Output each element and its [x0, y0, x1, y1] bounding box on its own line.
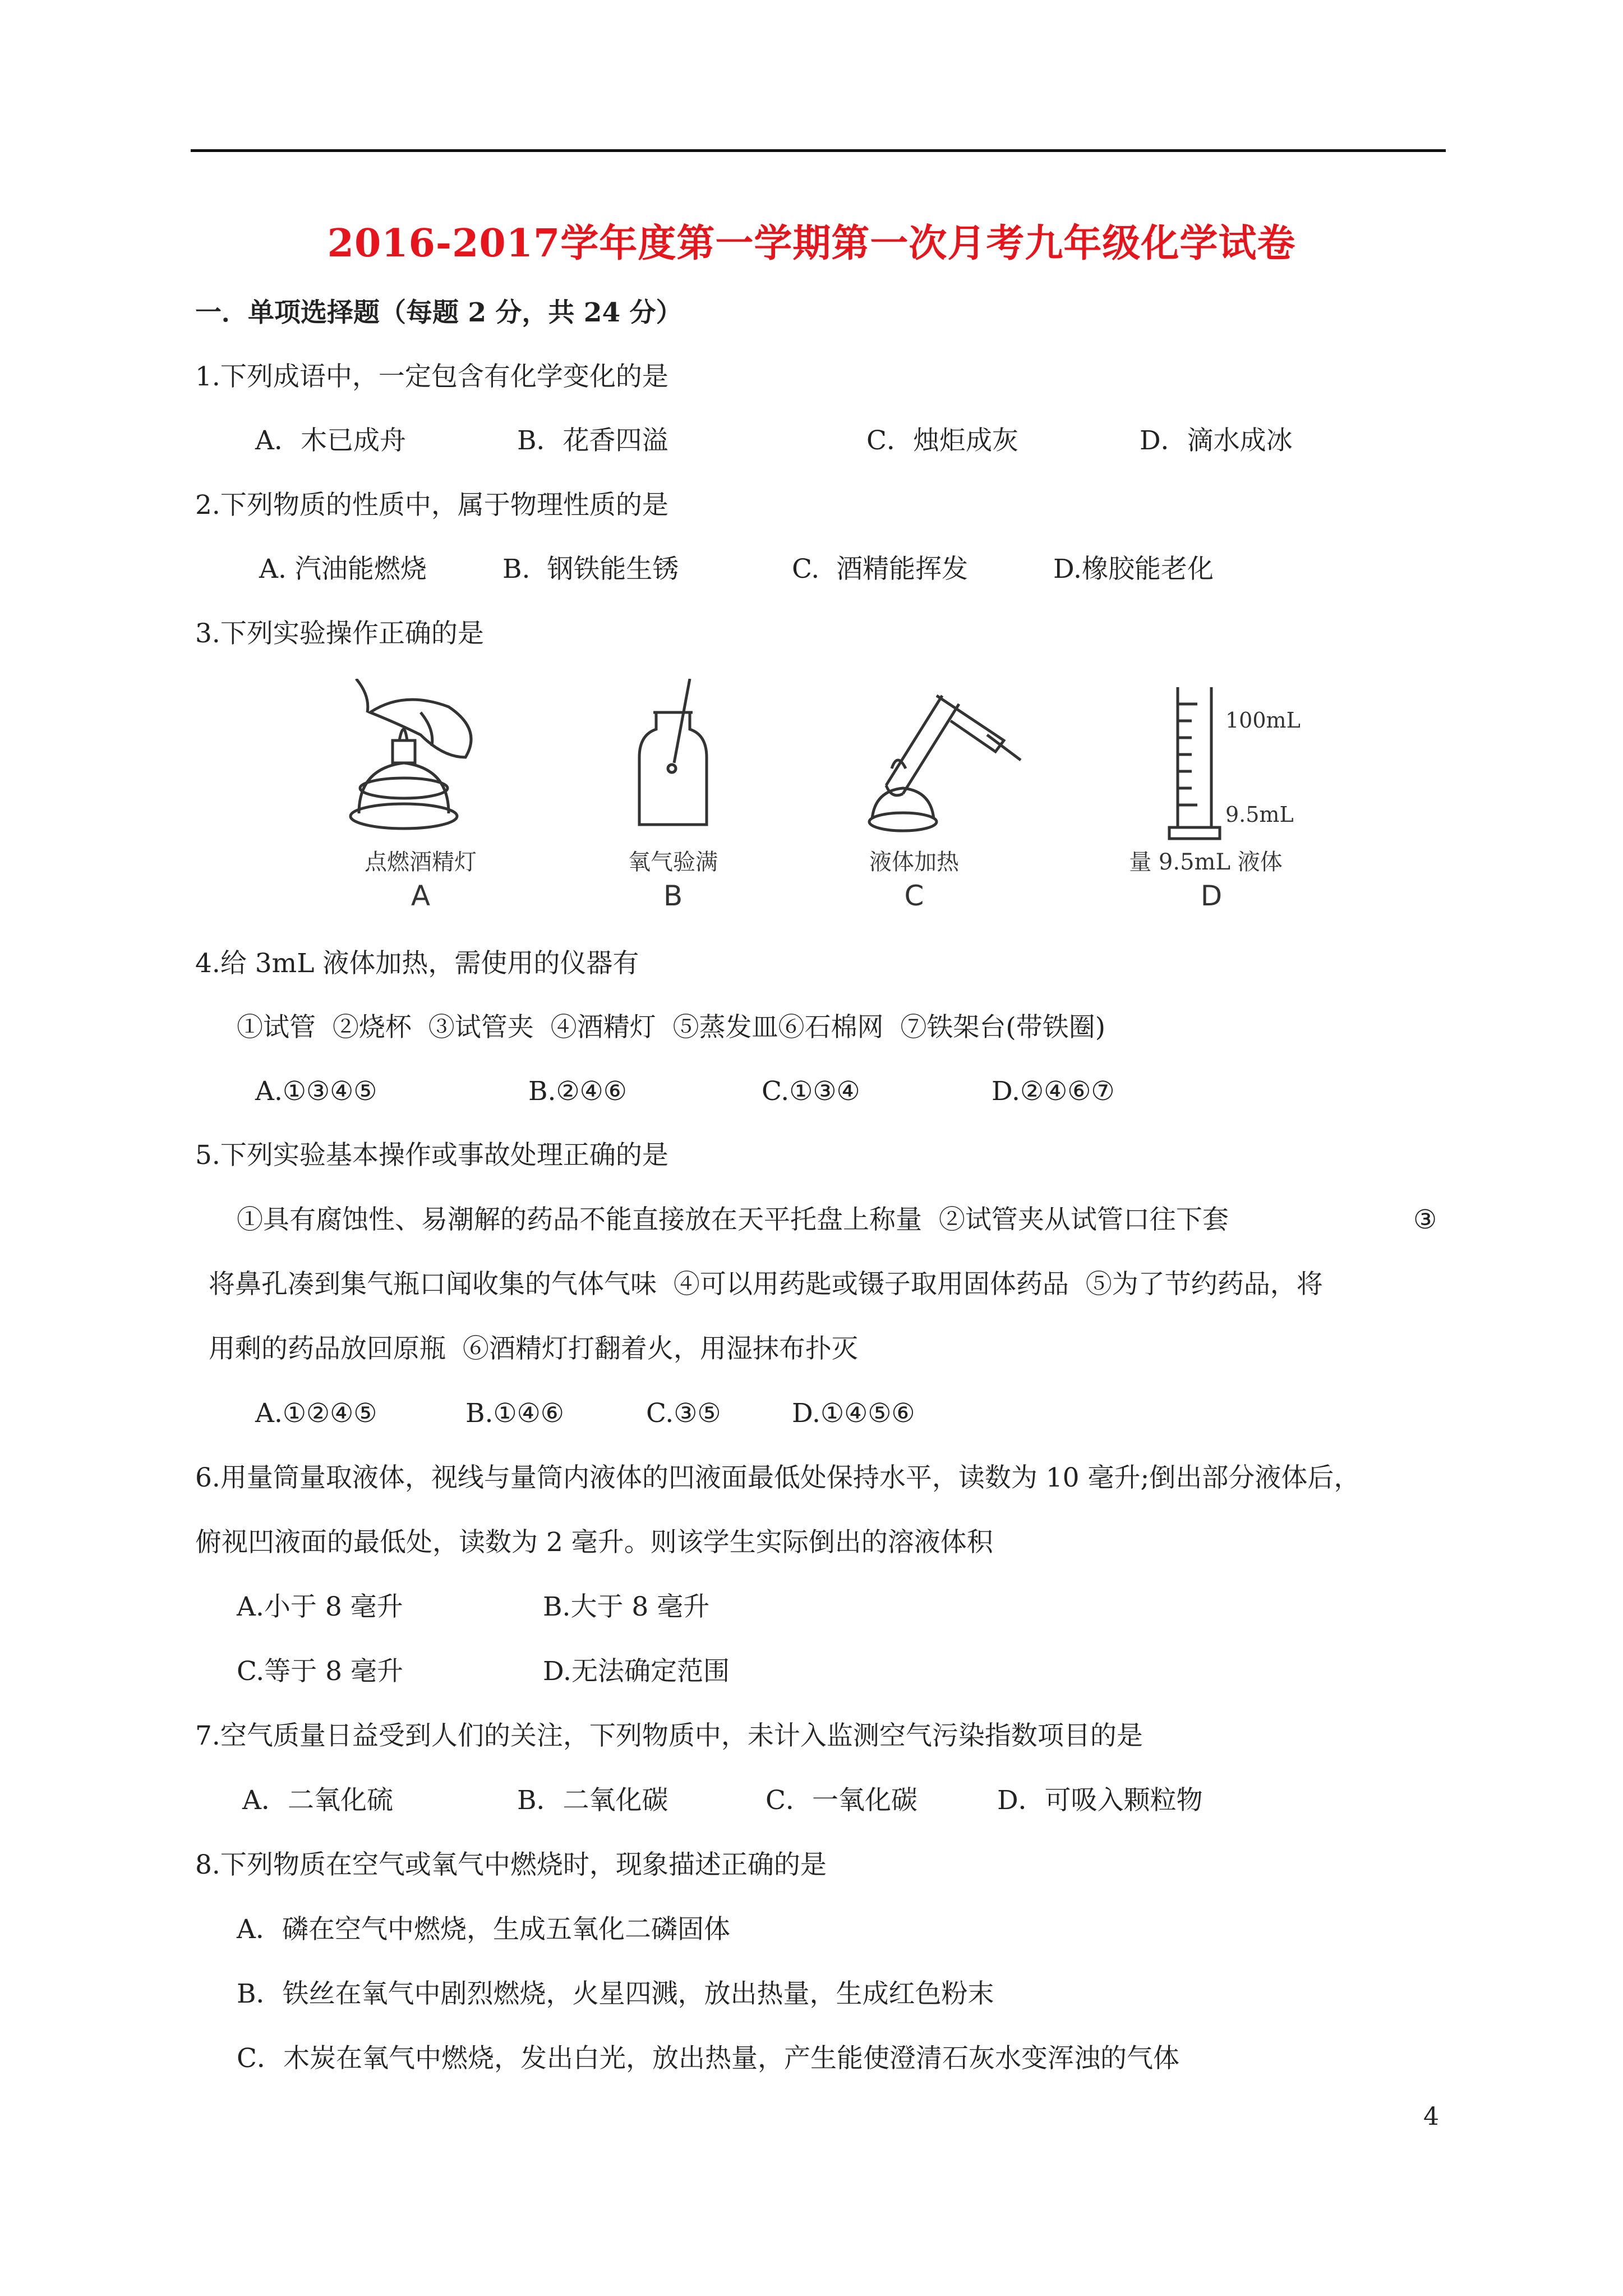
question-5-line-1: ①具有腐蚀性、易潮解的药品不能直接放在天平托盘上称量 ②试管夹从试管口往下套: [237, 1204, 1229, 1235]
figure-b-caption: 氧气验满: [628, 849, 718, 875]
page-title: 2016-2017学年度第一学期第一次月考九年级化学试卷: [327, 221, 1296, 266]
question-8-stem: 8.下列物质在空气或氧气中燃烧时，现象描述正确的是: [195, 1849, 827, 1880]
q8-option-a: A．磷在空气中燃烧，生成五氧化二磷固体: [237, 1914, 730, 1945]
q6-option-c: C.等于 8 毫升: [237, 1656, 404, 1687]
question-3-stem: 3.下列实验操作正确的是: [195, 618, 484, 649]
question-2-stem: 2.下列物质的性质中，属于物理性质的是: [195, 490, 668, 521]
question-5-line-2: 将鼻孔凑到集气瓶口闻收集的气体气味 ④可以用药匙或镊子取用固体药品 ⑤为了节约药品，将: [209, 1269, 1323, 1300]
figure-a-caption: 点燃酒精灯: [365, 849, 477, 875]
q7-option-c: C．一氧化碳: [766, 1785, 917, 1816]
test-tube-heating-icon: [852, 673, 1038, 841]
q2-option-a: A. 汽油能燃烧: [259, 554, 427, 585]
figure-b-letter: B: [663, 880, 683, 912]
gas-bottle-test-icon: [628, 679, 718, 836]
q2-option-b: B. 钢铁能生锈: [502, 554, 679, 585]
q2-option-d: D.橡胶能老化: [1053, 554, 1214, 585]
question-5-line-3: 用剩的药品放回原瓶 ⑥酒精灯打翻着火，用湿抹布扑灭: [209, 1333, 858, 1364]
question-1-stem: 1.下列成语中，一定包含有化学变化的是: [195, 361, 668, 392]
q6-option-b: B.大于 8 毫升: [543, 1591, 710, 1622]
q1-option-d: D．滴水成冰: [1140, 425, 1293, 456]
q5-option-b: B.①④⑥: [465, 1398, 564, 1429]
question-4-items: ①试管 ②烧杯 ③试管夹 ④酒精灯 ⑤蒸发皿⑥石棉网 ⑦铁架台(带铁圈): [237, 1012, 1106, 1043]
q2-option-c: C. 酒精能挥发: [792, 554, 969, 585]
question-6-stem-line-1: 6.用量筒量取液体，视线与量筒内液体的凹液面最低处保持水平，读数为 10 毫升;倒出部分液体后，: [195, 1462, 1361, 1493]
q8-option-c: C．木炭在氧气中燃烧，发出白光，放出热量，产生能使澄清石灰水变浑浊的气体: [237, 2043, 1179, 2074]
q6-option-d: D.无法确定范围: [543, 1656, 730, 1687]
q5-option-c: C.③⑤: [646, 1398, 721, 1429]
page-number: 4: [1423, 2102, 1439, 2131]
q5-option-a: A.①②④⑤: [255, 1398, 377, 1429]
question-7-stem: 7.空气质量日益受到人们的关注，下列物质中，未计入监测空气污染指数项目的是: [195, 1720, 1143, 1751]
q7-option-b: B．二氧化碳: [517, 1785, 668, 1816]
graduated-cylinder-icon: [1166, 687, 1228, 844]
q1-option-c: C．烛炬成灰: [866, 425, 1018, 456]
figure-a-letter: A: [411, 880, 431, 912]
question-5-line-1-end: ③: [1413, 1204, 1437, 1235]
header-rule: [191, 149, 1446, 152]
figure-d-letter: D: [1200, 880, 1223, 912]
q1-option-b: B．花香四溢: [517, 425, 668, 456]
figure-d-caption: 量 9.5mL 液体: [1129, 849, 1283, 875]
question-4-stem: 4.给 3mL 液体加热，需使用的仪器有: [195, 948, 639, 979]
q6-option-a: A.小于 8 毫升: [237, 1591, 403, 1622]
q4-option-a: A.①③④⑤: [255, 1076, 377, 1107]
alcohol-lamp-lighting-icon: [336, 679, 505, 841]
q4-option-c: C.①③④: [762, 1076, 860, 1107]
q1-option-a: A．木已成舟: [255, 425, 406, 456]
question-6-stem-line-2: 俯视凹液面的最低处，读数为 2 毫升。则该学生实际倒出的溶液体积: [195, 1527, 993, 1558]
q4-option-d: D.②④⑥⑦: [992, 1076, 1115, 1107]
q7-option-d: D．可吸入颗粒物: [997, 1785, 1203, 1816]
cylinder-mark-bottom: 9.5mL: [1225, 802, 1294, 827]
section-heading: 一．单项选择题（每题 2 分，共 24 分）: [195, 297, 683, 328]
q5-option-d: D.①④⑤⑥: [792, 1398, 915, 1429]
q4-option-b: B.②④⑥: [528, 1076, 627, 1107]
cylinder-mark-top: 100mL: [1225, 708, 1301, 733]
question-5-stem: 5.下列实验基本操作或事故处理正确的是: [195, 1140, 668, 1171]
q7-option-a: A．二氧化硫: [242, 1785, 393, 1816]
figure-c-caption: 液体加热: [869, 849, 959, 875]
q8-option-b: B．铁丝在氧气中剧烈燃烧，火星四溅，放出热量，生成红色粉末: [237, 1978, 994, 2009]
figure-c-letter: C: [904, 880, 924, 912]
